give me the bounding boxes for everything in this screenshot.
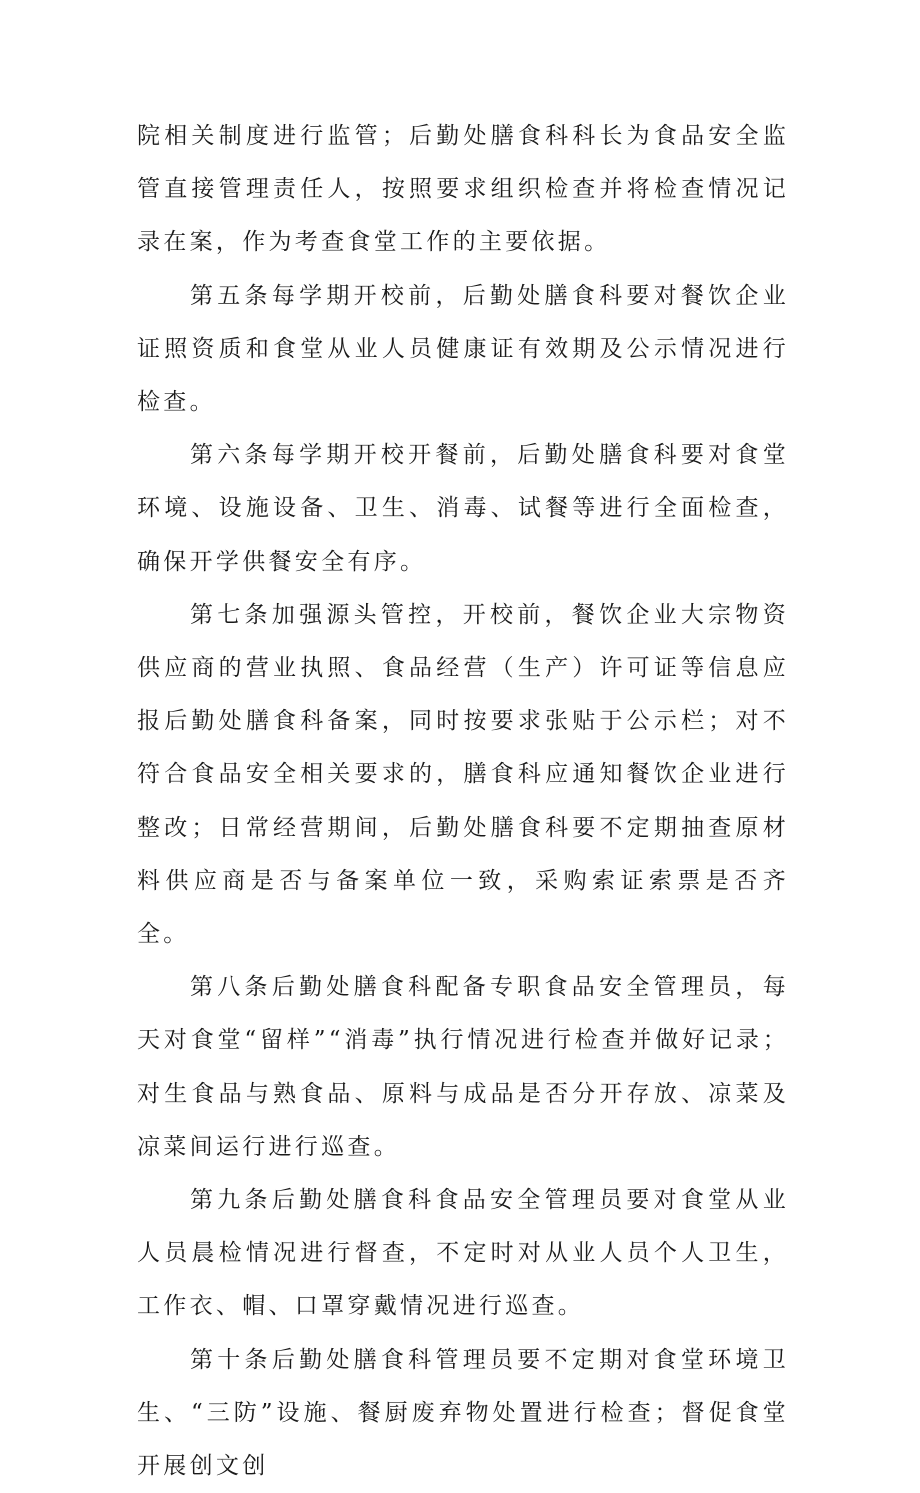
paragraph-article-7: 第七条加强源头管控，开校前，餐饮企业大宗物资供应商的营业执照、食品经营（生产）许可证等信息应报后勤处膳食科备案，同时按要求张贴于公示栏；对不符合食品安全相关要求的，膳食科应通知餐饮企业进行整改；日常经营期间，后勤处膳食科要不定期抽查原材料供应商是否与备案单位一致，采购索证索票是否齐全。: [137, 601, 789, 948]
paragraph-article-6: 第六条每学期开校开餐前，后勤处膳食科要对食堂环境、设施设备、卫生、消毒、试餐等进行全面检查，确保开学供餐安全有序。: [137, 442, 789, 575]
document-body: [137, 110, 789, 1493]
paragraph-article-8: 第八条后勤处膳食科配备专职食品安全管理员，每天对食堂“留样”“消毒”执行情况进行检查并做好记录；对生食品与熟食品、原料与成品是否分开存放、凉菜及凉菜间运行进行巡查。: [137, 974, 789, 1160]
paragraph-article-10: 第十条后勤处膳食科管理员要不定期对食堂环境卫生、“三防”设施、餐厨废弃物处置进行检查；督促食堂开展创文创: [137, 1346, 789, 1480]
paragraph-continuation: 院相关制度进行监管；后勤处膳食科科长为食品安全监管直接管理责任人，按照要求组织检查并将检查情况记录在案，作为考查食堂工作的主要依据。: [137, 123, 789, 256]
paragraph-article-5: 第五条每学期开校前，后勤处膳食科要对餐饮企业证照资质和食堂从业人员健康证有效期及公示情况进行检查。: [137, 282, 789, 416]
paragraph-article-9: 第九条后勤处膳食科食品安全管理员要对食堂从业人员晨检情况进行督查，不定时对从业人员个人卫生，工作衣、帽、口罩穿戴情况进行巡查。: [137, 1187, 789, 1320]
